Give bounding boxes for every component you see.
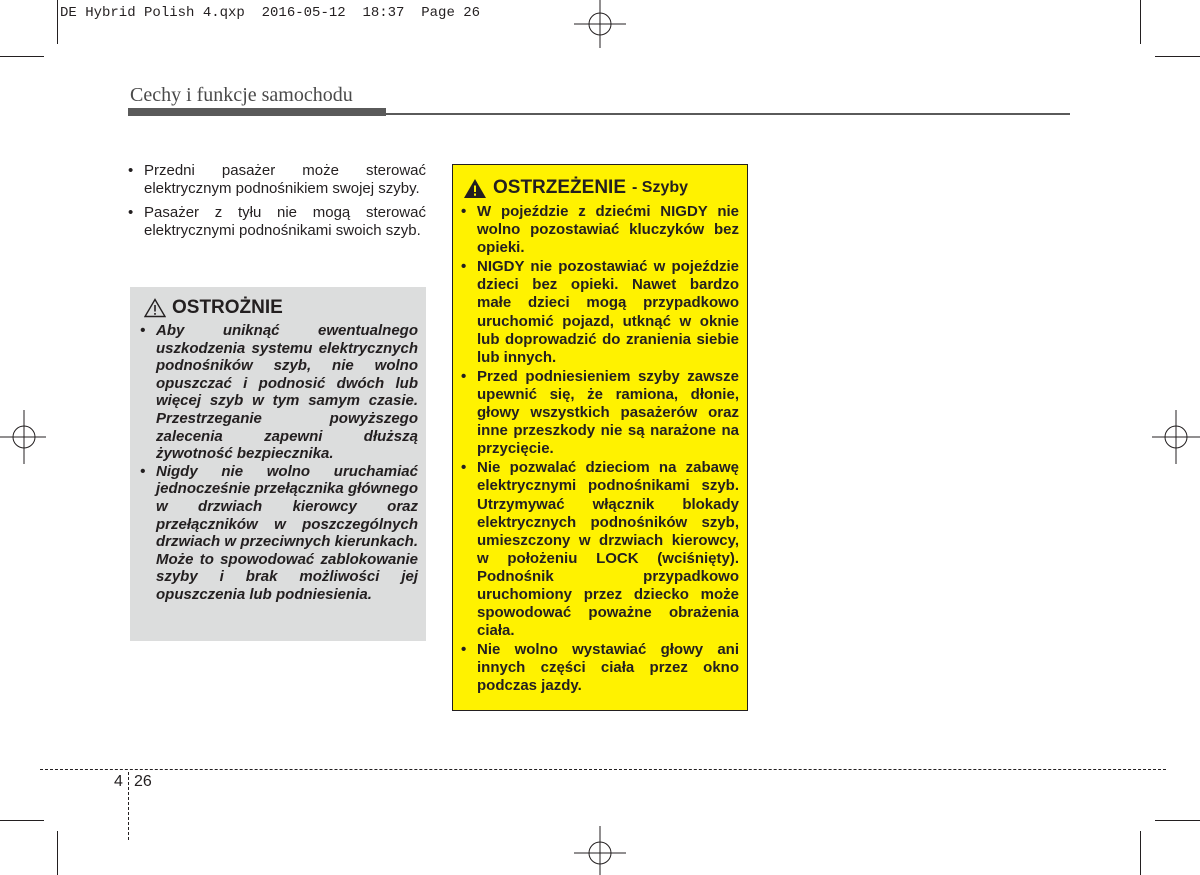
section-rule-thick bbox=[128, 108, 386, 116]
list-item: • Pasażer z tyłu nie mogą sterować elektrycznymi podnośnikami swoich szyb. bbox=[128, 204, 426, 240]
registration-mark-icon bbox=[574, 826, 626, 875]
footer-divider bbox=[40, 769, 1166, 770]
section-title: Cechy i funkcje samochodu bbox=[130, 84, 353, 106]
warning-triangle-icon bbox=[144, 298, 166, 318]
warning-triangle-icon bbox=[463, 178, 487, 199]
warning-box bbox=[452, 164, 748, 711]
list-item: • W pojeździe z dziećmi NIGDY nie wolno pozostawiać kluczyków bez opieki. bbox=[461, 203, 739, 257]
warning-subtitle: - Szyby bbox=[632, 179, 689, 196]
intro-bullet-list bbox=[128, 162, 426, 246]
chapter-number: 4 bbox=[114, 773, 123, 790]
list-item: • NIGDY nie pozostawiać w pojeździe dzieci bez opieki. Nawet bardzo małe dzieci mogą przypadkowo uruchomić pojazd, utknąć w oknie lub doprowadzić do zranienia siebie lub innych. bbox=[461, 258, 739, 367]
caution-heading bbox=[144, 297, 283, 319]
section-rule-thin bbox=[386, 113, 1070, 115]
print-header: DE Hybrid Polish 4.qxp 2016-05-12 18:37 Page 26 bbox=[60, 5, 481, 21]
caution-box bbox=[130, 287, 426, 641]
warning-list bbox=[461, 203, 739, 697]
caution-list bbox=[140, 322, 418, 604]
registration-mark-icon bbox=[1152, 410, 1200, 464]
warning-title: OSTRZEŻENIE bbox=[493, 177, 627, 198]
list-item: • Nie wolno wystawiać głowy ani innych części ciała przez okno podczas jazdy. bbox=[461, 641, 739, 695]
page-number: 26 bbox=[134, 773, 152, 790]
list-item: • Przedni pasażer może sterować elektrycznym podnośnikiem swojej szyby. bbox=[128, 162, 426, 198]
list-item: • Przed podniesieniem szyby zawsze upewnić się, że ramiona, dłonie, głowy wszystkich pasażerów oraz inne przeszkody nie są narażone na przycięcie. bbox=[461, 368, 739, 458]
list-item: • Nie pozwalać dzieciom na zabawę elektrycznymi podnośnikami szyb. Utrzymywać włącznik blokady elektrycznych podnośników szyb, umieszczony w drzwiach kierowcy, w położeniu LOCK (wciśnięty). Podnośnik przypadkowo uruchomiony przez dziecko może spowodować poważne obrażenia ciała. bbox=[461, 459, 739, 640]
registration-mark-icon bbox=[0, 410, 46, 464]
list-item: • Nigdy nie wolno uruchamiać jednocześnie przełącznika głównego w drzwiach kierowcy oraz przełączników w poszczególnych drzwiach w przeciwnych kierunkach. Może to spowodować zablokowanie szyby i brak możliwości jej opuszczenia lub podniesienia. bbox=[140, 463, 418, 604]
list-item: • Aby uniknąć ewentualnego uszkodzenia systemu elektrycznych podnośników szyb, nie wolno opuszczać i podnosić dwóch lub więcej szyb w tym samym czasie. Przestrzeganie powyższego zalecenia zapewni dłuższą żywotność bezpiecznika. bbox=[140, 322, 418, 463]
page-number-divider bbox=[128, 772, 129, 840]
caution-title: OSTROŻNIE bbox=[172, 297, 283, 318]
warning-heading bbox=[463, 177, 688, 199]
registration-mark-icon bbox=[574, 0, 626, 50]
